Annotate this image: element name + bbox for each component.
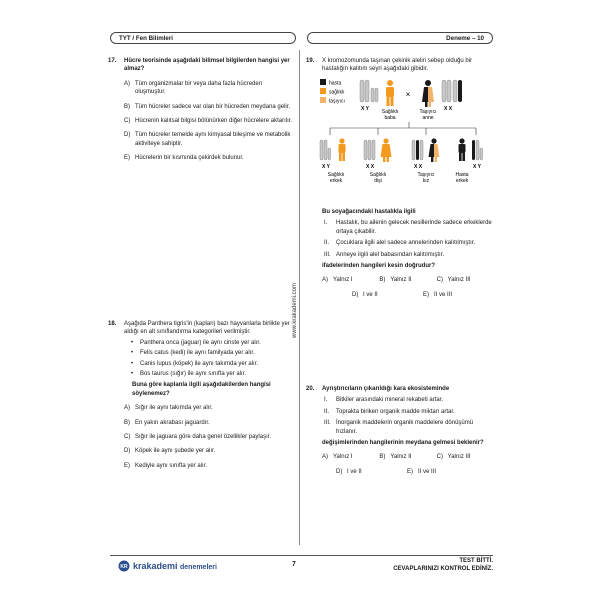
option-d[interactable]: D) I ve II <box>352 291 378 298</box>
legend-hasta-swatch <box>320 79 326 85</box>
option-e[interactable]: E) Kediyle aynı sınıfta yer alır. <box>124 462 208 469</box>
child-healthy-female <box>364 138 392 184</box>
list-item: • Panthera onca (jaguar) ile aynı cinste yer alır. <box>124 339 293 347</box>
legend-saglikli-label: sağlıklı <box>329 89 345 96</box>
option-d[interactable]: D) Köpek ile aynı şubede yer alır. <box>124 448 216 455</box>
svg-text:Sağlıklı: Sağlıklı <box>327 172 345 178</box>
mother-figure <box>422 80 434 107</box>
statement-item: III. Anneye ilgili alel babasından kalıtılmıştır. <box>324 251 445 258</box>
legend-saglikli-swatch <box>320 88 326 94</box>
statement-item: III. İnorganik maddelerin organik maddelere dönüşümü hızlanır. <box>324 420 474 435</box>
child-affected-male <box>455 138 482 184</box>
svg-text:KR: KR <box>120 564 128 570</box>
option-b[interactable]: B) Tüm hücreler sadece var olan bir hücreden meydana gelir. <box>124 103 291 110</box>
svg-text:Sağlıklı: Sağlıklı <box>369 172 387 178</box>
father-figure <box>386 80 394 106</box>
option-a[interactable]: A) Yalnız I <box>322 277 353 284</box>
svg-text:erkek: erkek <box>329 178 343 184</box>
mother-chromosomes <box>442 80 462 112</box>
legend-tasiyici-label: taşıyıcı <box>329 98 345 105</box>
svg-text:dişi: dişi <box>374 178 382 184</box>
question-19 <box>306 57 494 74</box>
option-b[interactable]: B) Yalnız II <box>379 454 412 461</box>
question-number: 18. <box>108 321 117 327</box>
option-b[interactable]: B) En yakın akrabası jaguardır. <box>124 419 210 426</box>
svg-text:Hasta: Hasta <box>455 172 469 178</box>
svg-text:Taşıyıcı: Taşıyıcı <box>417 172 435 178</box>
father-chromosomes <box>360 80 378 112</box>
question-ask: Buna göre kaplanla ilgili aşağıdakilerden hangisi söylenemez? <box>132 382 271 397</box>
option-a[interactable]: A) Tüm organizmalar bir veya daha fazla hücreden oluşmuştur. <box>124 80 263 96</box>
list-item: • Felis catus (kedi) ile aynı familyada yer alır. <box>124 349 293 357</box>
option-a[interactable]: A) Yalnız I <box>322 454 353 461</box>
header-subject: TYT / Fen Bilimleri <box>110 32 296 44</box>
question-20 <box>306 385 494 476</box>
question-stem: Hücre teorisinde aşağıdaki bilimsel bilgilerden hangisi yer almaz? <box>124 58 290 73</box>
pedigree-lines <box>330 122 476 135</box>
option-b[interactable]: B) Yalnız II <box>379 277 412 284</box>
svg-text:erkek: erkek <box>455 178 469 184</box>
question-ask: değişimlerinden hangilerinin meydana gelmesi beklenir? <box>322 440 484 447</box>
option-e[interactable]: E) Hücrelerin bir kısmında çekirdek bulunur. <box>124 155 244 162</box>
option-c[interactable]: C) Sığır ile jaguara göre daha genel özellikler paylaşır. <box>124 434 272 441</box>
father-label-1: Sağlıklı <box>381 109 399 115</box>
cross-symbol: × <box>405 90 411 99</box>
statement-item: I. Bitkiler arasındaki mineral rekabeti artar. <box>324 397 444 404</box>
svg-text:kız: kız <box>422 178 430 184</box>
statement-list <box>322 219 494 259</box>
pedigree-diagram <box>318 75 498 205</box>
question-stem: Ayrıştırıcıların çıkarıldığı kara ekosisteminde <box>322 386 450 392</box>
svg-text:krakademi: krakademi <box>133 561 178 571</box>
svg-text:X Y: X Y <box>322 164 330 170</box>
option-c[interactable]: C) Hücrenin kalıtsal bilgisi bölünürken diğer hücrelere aktarılır. <box>124 118 293 125</box>
svg-text:X X: X X <box>444 106 453 112</box>
list-item: • Canis lupus (köpek) ile aynı takımda yer alır. <box>124 360 293 368</box>
option-d[interactable]: D) I ve II <box>336 468 362 475</box>
list-item: • Bos taurus (sığır) ile aynı sınıfta yer alır. <box>124 370 293 378</box>
footer-rule <box>110 555 493 556</box>
classification-list <box>124 339 293 379</box>
question-17 <box>108 57 293 163</box>
option-c[interactable]: C) Yalnız III <box>436 277 471 284</box>
statement-list <box>322 396 494 436</box>
question-18 <box>108 320 293 470</box>
question-number: 17. <box>108 58 117 64</box>
question-number: 19. <box>306 58 315 64</box>
option-e[interactable]: E) II ve III <box>423 291 453 298</box>
statements-heading: Bu soyağacındaki hastalıkla ilgili <box>322 209 416 215</box>
column-divider <box>299 50 300 545</box>
legend-tasiyici-swatch <box>320 97 326 103</box>
svg-text:denemeleri: denemeleri <box>180 564 217 571</box>
option-a[interactable]: A) Sığır ile aynı takımda yer alır. <box>124 405 213 412</box>
father-label-2: baba <box>384 115 396 121</box>
mother-label-2: anne <box>422 115 434 121</box>
legend-hasta-label: hasta <box>329 80 342 87</box>
option-c[interactable]: C) Yalnız III <box>436 454 471 461</box>
question-stem: Aşağıda Panthera tigris'in (kaplan) bazı hayvanlarla birlikte yer aldığı en alt sınıflandırma kategorileri verilmiştir. <box>124 321 290 336</box>
publisher-logo <box>118 559 288 573</box>
page-number: 7 <box>292 561 296 568</box>
statement-item: II. Toprakta biriken organik madde miktarı artar. <box>324 408 455 415</box>
question-number: 20. <box>306 386 315 392</box>
svg-text:X Y: X Y <box>473 164 481 170</box>
mother-label-1: Taşıyıcı <box>419 109 437 115</box>
header-exam-number: Deneme – 10 <box>307 32 493 44</box>
svg-text:X X: X X <box>366 164 375 170</box>
statement-item: II. Çocuklara ilgili alel sadece annelerinden kalıtılmıştır. <box>324 240 476 247</box>
svg-text:X X: X X <box>414 164 423 170</box>
child-carrier-female <box>412 138 440 184</box>
child-healthy-male <box>320 138 346 184</box>
svg-text:X Y: X Y <box>361 106 369 112</box>
question-ask: ifadelerinden hangileri kesin doğrudur? <box>322 263 436 270</box>
end-notice: TEST BİTTİ. CEVAPLARINIZI KONTROL EDİNİZ. <box>393 558 493 572</box>
option-d[interactable]: D) Tüm hücreler temelde aynı kimyasal bileşime ve metabolik aktiviteye sahiptir. <box>124 132 291 147</box>
option-e[interactable]: E) II ve III <box>407 468 437 475</box>
question-stem: X kromozomunda taşınan çekinik alelin sebep olduğu bir hastalığın kalıtım seyri aşağıdaki gibidir. <box>322 58 473 73</box>
statement-item: I. Hastalık, bu ailenin gelecek nesillerinde sadece erkeklerde ortaya çıkabilir. <box>324 220 492 235</box>
question-19-statements <box>322 205 494 299</box>
website-watermark: www.krakademi.com <box>292 282 298 338</box>
